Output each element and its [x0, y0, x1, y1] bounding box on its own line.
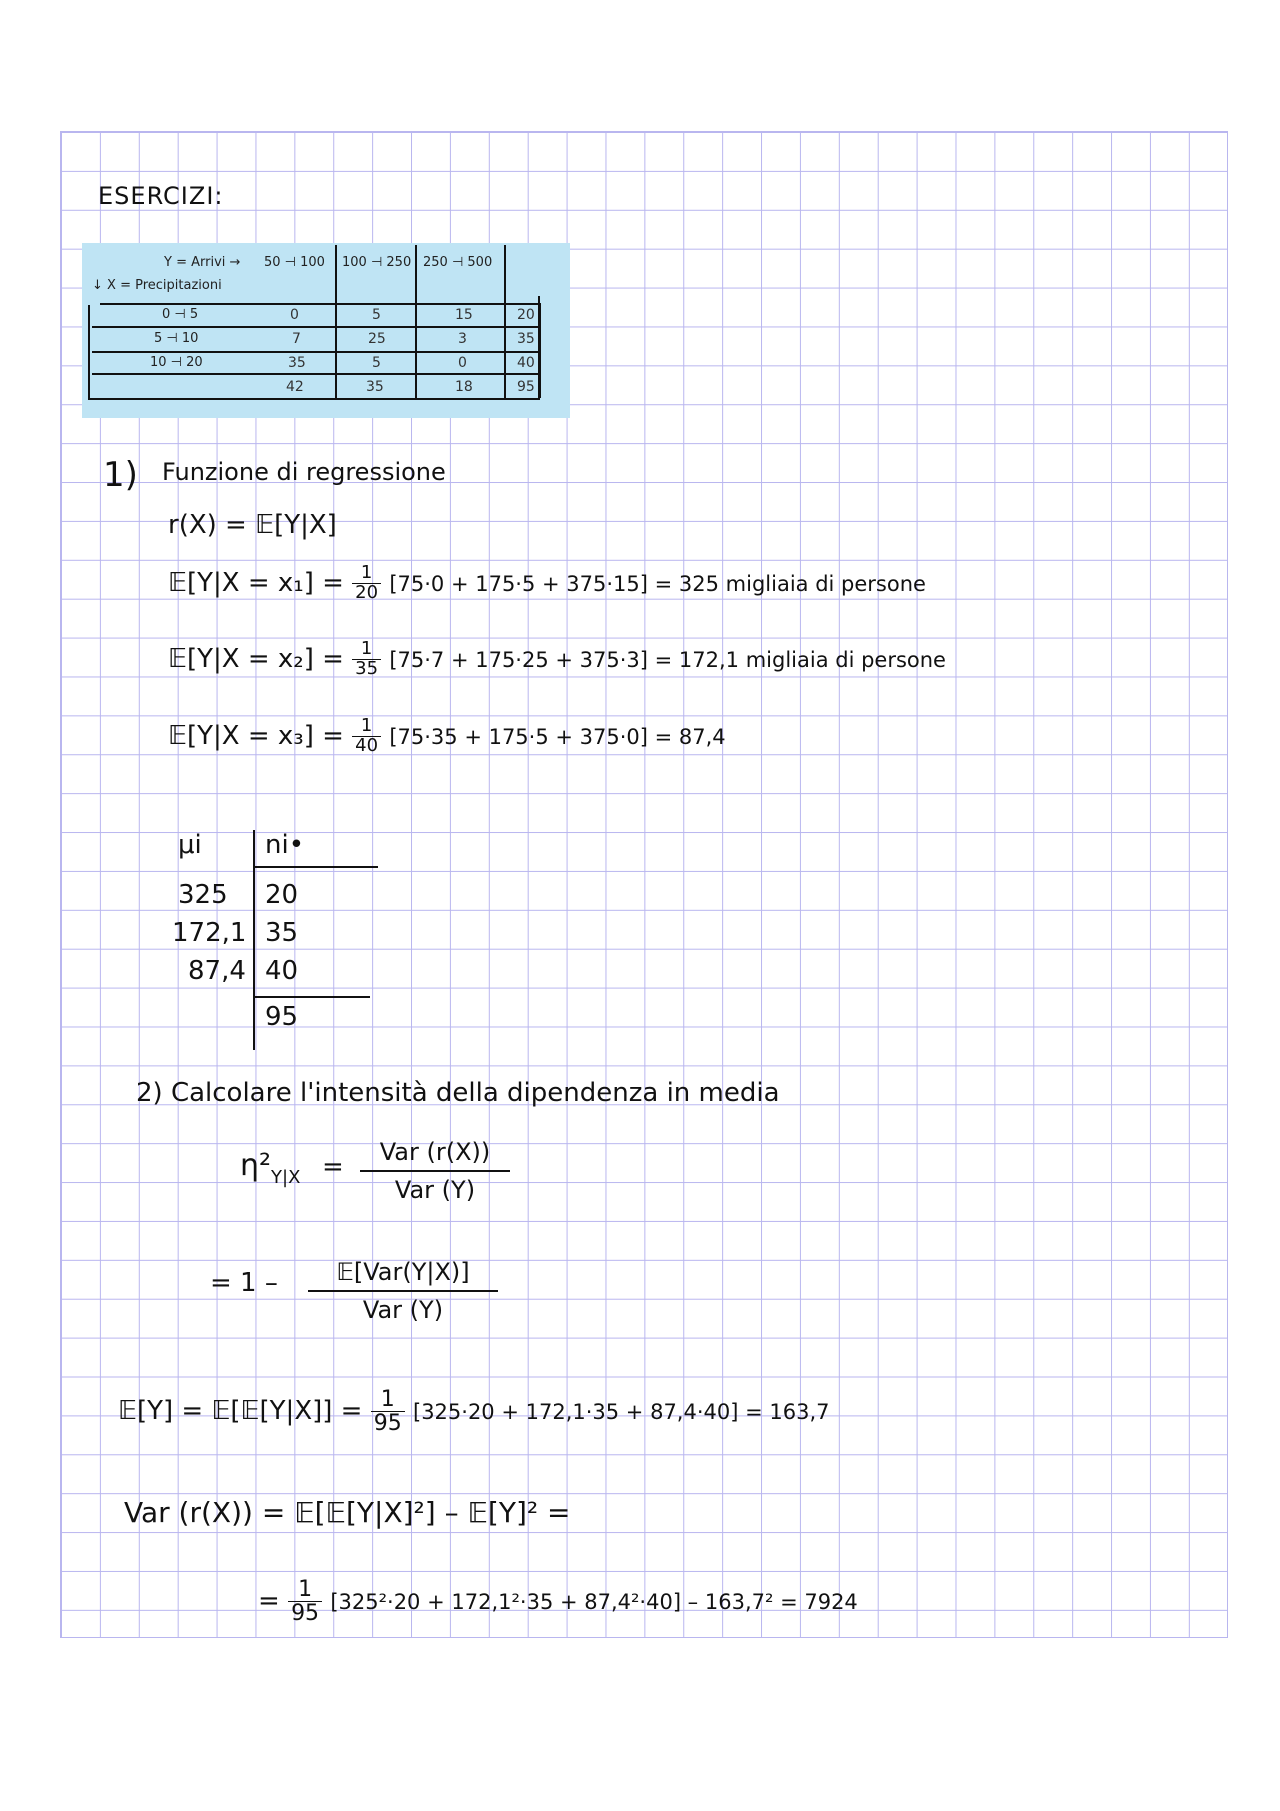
table-hline	[92, 326, 540, 328]
y-axis-label: Y = Arrivi →	[164, 255, 241, 270]
section-title-2: 2) Calcolare l'intensità della dipendenza in media	[136, 1078, 780, 1108]
table-cell: 35	[517, 331, 535, 347]
table-cell: 20	[517, 307, 535, 323]
eta-alt-prefix: = 1 –	[210, 1268, 278, 1298]
mtable-header-mu: μi	[178, 830, 202, 860]
eq2-num: 1	[352, 640, 381, 660]
table-cell: 5	[372, 355, 381, 371]
ey-rhs: [325·20 + 172,1·35 + 87,4·40] = 163,7	[413, 1400, 830, 1425]
f2-num: 𝔼[Var(Y|X)]	[308, 1258, 498, 1292]
table-cell: 35	[288, 355, 306, 371]
conditional-mean-1	[168, 564, 926, 603]
eq3-rhs: [75·35 + 175·5 + 375·0] = 87,4	[389, 724, 726, 749]
eq3-lhs: 𝔼[Y|X = x₃] =	[168, 720, 344, 751]
contingency-table	[82, 243, 570, 418]
mtable-n: 35	[265, 918, 299, 948]
variance-regression: Var (r(X)) = 𝔼[𝔼[Y|X]²] – 𝔼[Y]² =	[124, 1496, 571, 1529]
section-title-1: Funzione di regressione	[162, 458, 446, 486]
eq2-fraction	[352, 640, 381, 679]
eq2-lhs: 𝔼[Y|X = x₂] =	[168, 643, 344, 674]
x-axis-label: ↓ X = Precipitazioni	[92, 278, 222, 293]
eq1-lhs: 𝔼[Y|X = x₁] =	[168, 567, 344, 598]
eq3-den: 40	[355, 734, 379, 756]
ey-lhs: 𝔼[Y] = 𝔼[𝔼[Y|X]] =	[118, 1396, 363, 1427]
eq3-fraction	[352, 717, 381, 756]
conditional-means-table	[170, 830, 380, 1060]
mtable-total: 95	[265, 1002, 299, 1032]
eq2-rhs: [75·7 + 175·25 + 375·3] = 172,1 migliaia di persone	[389, 647, 946, 672]
col-header-2: 100 ⊣ 250	[342, 255, 412, 270]
eq1-den: 20	[355, 581, 379, 603]
eta-fraction	[360, 1138, 510, 1204]
table-vline	[415, 245, 417, 398]
table-cell: 0	[290, 307, 299, 323]
var2-rhs: [325²·20 + 172,1²·35 + 87,4²·40] – 163,7² = 7924	[330, 1590, 858, 1615]
expectation-y	[118, 1388, 830, 1435]
mtable-mu: 325	[178, 880, 228, 910]
eq3-num: 1	[352, 717, 381, 737]
eta-alt-fraction	[308, 1258, 498, 1324]
table-total: 18	[455, 379, 473, 395]
var2-prefix: =	[258, 1586, 280, 1617]
f1-den: Var (Y)	[394, 1176, 476, 1204]
mtable-n: 20	[265, 880, 299, 910]
table-vline	[335, 245, 337, 398]
eq1-fraction	[352, 564, 381, 603]
eta-subscript: Y|X	[271, 1167, 301, 1188]
page-title: ESERCIZI:	[98, 182, 224, 210]
eq1-num: 1	[352, 564, 381, 584]
eta-symbol	[240, 1148, 300, 1188]
row-label-3: 10 ⊣ 20	[150, 355, 203, 370]
var2-den: 95	[291, 1601, 320, 1627]
col-header-3: 250 ⊣ 500	[423, 255, 493, 270]
table-hline	[92, 351, 540, 353]
mtable-mu: 172,1	[172, 918, 247, 948]
ey-fraction	[371, 1388, 405, 1435]
var2-fraction	[288, 1578, 322, 1625]
table-cell: 0	[458, 355, 467, 371]
mtable-hline	[253, 866, 378, 868]
ey-den: 95	[373, 1411, 402, 1437]
col-header-1: 50 ⊣ 100	[264, 255, 325, 270]
table-cell: 3	[458, 331, 467, 347]
table-cell: 7	[292, 331, 301, 347]
eta: η²	[240, 1148, 272, 1183]
mtable-vline	[253, 830, 255, 1050]
table-vline	[504, 245, 506, 398]
table-total: 35	[366, 379, 384, 395]
mtable-mu: 87,4	[188, 956, 246, 986]
mtable-n: 40	[265, 956, 299, 986]
table-vline	[88, 305, 90, 400]
table-cell: 40	[517, 355, 535, 371]
section-number-1: 1)	[103, 455, 138, 495]
table-cell: 15	[455, 307, 473, 323]
table-hline	[100, 303, 540, 305]
regression-definition: r(X) = 𝔼[Y|X]	[168, 510, 337, 540]
f2-den: Var (Y)	[362, 1296, 444, 1324]
ey-num: 1	[371, 1388, 405, 1412]
var2-num: 1	[288, 1578, 322, 1602]
eq1-rhs: [75·0 + 175·5 + 375·15] = 325 migliaia di persone	[389, 571, 926, 596]
eq2-den: 35	[355, 657, 379, 679]
mtable-total-line	[253, 996, 370, 998]
row-label-2: 5 ⊣ 10	[154, 331, 199, 346]
table-hline	[88, 398, 540, 400]
variance-result	[258, 1578, 858, 1625]
eta-equals: =	[322, 1152, 344, 1182]
table-total: 95	[517, 379, 535, 395]
f1-num: Var (r(X))	[360, 1138, 510, 1172]
table-cell: 5	[372, 307, 381, 323]
table-total: 42	[286, 379, 304, 395]
table-hline	[92, 373, 540, 375]
mtable-header-n: ni•	[265, 830, 305, 860]
conditional-mean-2	[168, 640, 946, 679]
conditional-mean-3	[168, 717, 726, 756]
table-cell: 25	[368, 331, 386, 347]
row-label-1: 0 ⊣ 5	[162, 307, 199, 322]
